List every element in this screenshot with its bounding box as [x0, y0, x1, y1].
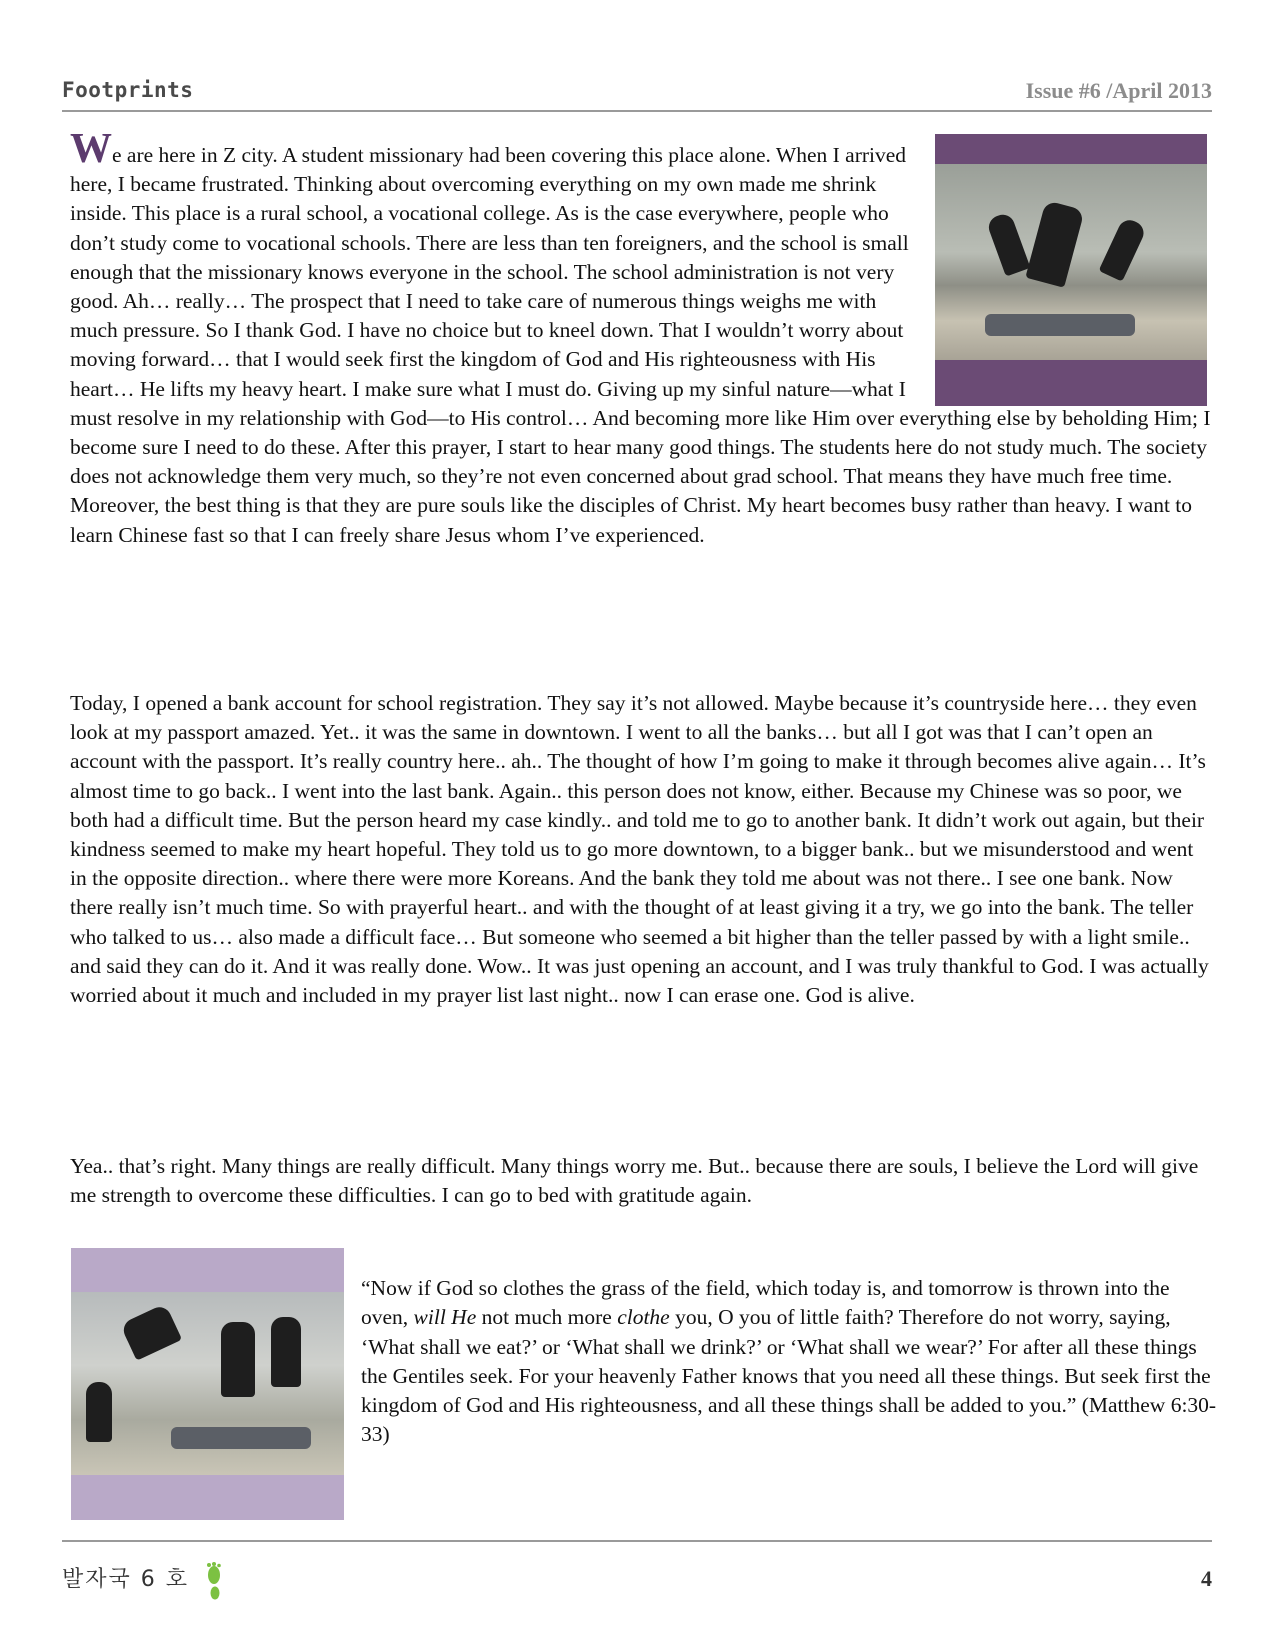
photo-group-kicking	[71, 1248, 344, 1520]
person-figure	[120, 1303, 182, 1360]
article-paragraph-1	[70, 126, 1212, 550]
person-figure	[86, 1382, 112, 1442]
photo-image	[71, 1292, 344, 1475]
footer-title-korean: 발자국 6 호	[62, 1567, 189, 1592]
footer-divider	[62, 1540, 1212, 1542]
article-paragraph-3: Yea.. that’s right. Many things are really difficult. Many things worry me. But.. because there are souls, I believe the Lord will give me strength to overcome these difficulties. I can go to bed with gratitude again.	[70, 1154, 1199, 1208]
quote-text: “Now if God so clothes the grass of the field, which today is, and tomorrow is thrown into the oven,	[361, 1276, 1170, 1330]
header-divider	[62, 110, 1212, 112]
page-header	[62, 78, 1212, 108]
article-paragraph-2: Today, I opened a bank account for school registration. They say it’s not allowed. Maybe because it’s countryside here… they even look at my passport amazed. Yet.. it was the same in downtown. I went to all the banks… but all I got was that I can’t open an account with the passport. It’s really country here.. ah.. The thought of how I’m going to make it through becomes alive again… It’s almost time to go back.. I went into the last bank. Again.. this person does not know, either. Because my Chinese was so poor, we both had a difficult time. But the person heard my case kindly.. and told me to go to another bank. It didn’t work out again, but their kindness seemed to make my heart hopeful. They told us to go more downtown, to a bigger bank.. but we misunderstood and went in the opposite direction.. where there were more Koreans. And the bank they told me about was not there.. I see one bank. Now there really isn’t much time. So with prayerful heart.. and with the thought of at least giving it a try, we go into the bank. The teller who talked to us… also made a difficult face… But someone who seemed a bit higher than the teller passed by with a light smile.. and said they can do it. And it was really done. Wow.. It was just opening an account, and I was truly thankful to God. I was actually worried about it much and included in my prayer list last night.. now I can erase one. God is alive.	[70, 691, 1209, 1008]
quote-emphasis: clothe	[617, 1305, 670, 1330]
paragraph-text: e are here in Z city. A student missionary had been covering this place alone. When I arrived here, I became frustrated. Thinking about overcoming everything on my own made me shrink inside. This place is a rural school, a vocational college. As is the case everywhere, people who don’t study come to vocational schools. There are less than ten foreigners, and the school is small enough that the missionary knows everyone in the school. The school administration is not very good. Ah… really… The prospect that I need to take care of numerous things weighs me with much pressure. So I thank God. I have no choice but to kneel down. That I wouldn’t worry about moving forward… that I would seek first the kingdom of God and His righteousness with His heart… He lifts my heavy heart. I make sure what I must do. Giving up my sinful nature—what I must resolve in my relationship with God—to His control… And becoming more like Him over everything else by beholding Him; I become sure I need to do these. After this prayer, I start to hear many good things. The students here do not study much. The society does not acknowledge them very much, so they’re not even concerned about grad school. That means they have much free time. Moreover, the best thing is that they are pure souls like the disciples of Christ. My heart becomes busy rather than heavy. I want to learn Chinese fast so that I can freely share Jesus whom I’ve experienced.	[70, 143, 1211, 547]
photo-wrap-spacer	[912, 134, 1212, 388]
page-number: 4	[1201, 1566, 1212, 1591]
footprint-icon	[203, 1562, 225, 1604]
issue-label: Issue #6 /April 2013	[1025, 78, 1212, 103]
quote-text: you, O you of little faith? Therefore do not worry, saying, ‘What shall we eat?’ or ‘What shall we drink?’ or ‘What shall we wear?’ For after all these things the Gentiles seek. For your heavenly Father knows that you need all these things. But seek first the kingdom of God and His righteousness, and all these things shall be added to you.” (Matthew 6:30-33)	[361, 1305, 1217, 1447]
backpacks	[171, 1427, 311, 1449]
drop-cap: W	[70, 126, 112, 172]
quote-text: not much more	[476, 1305, 618, 1330]
quote-emphasis: will He	[413, 1305, 477, 1330]
scripture-quote	[361, 1274, 1221, 1450]
person-figure	[271, 1317, 301, 1387]
person-figure	[221, 1322, 255, 1397]
newsletter-title: Footprints	[62, 78, 194, 102]
